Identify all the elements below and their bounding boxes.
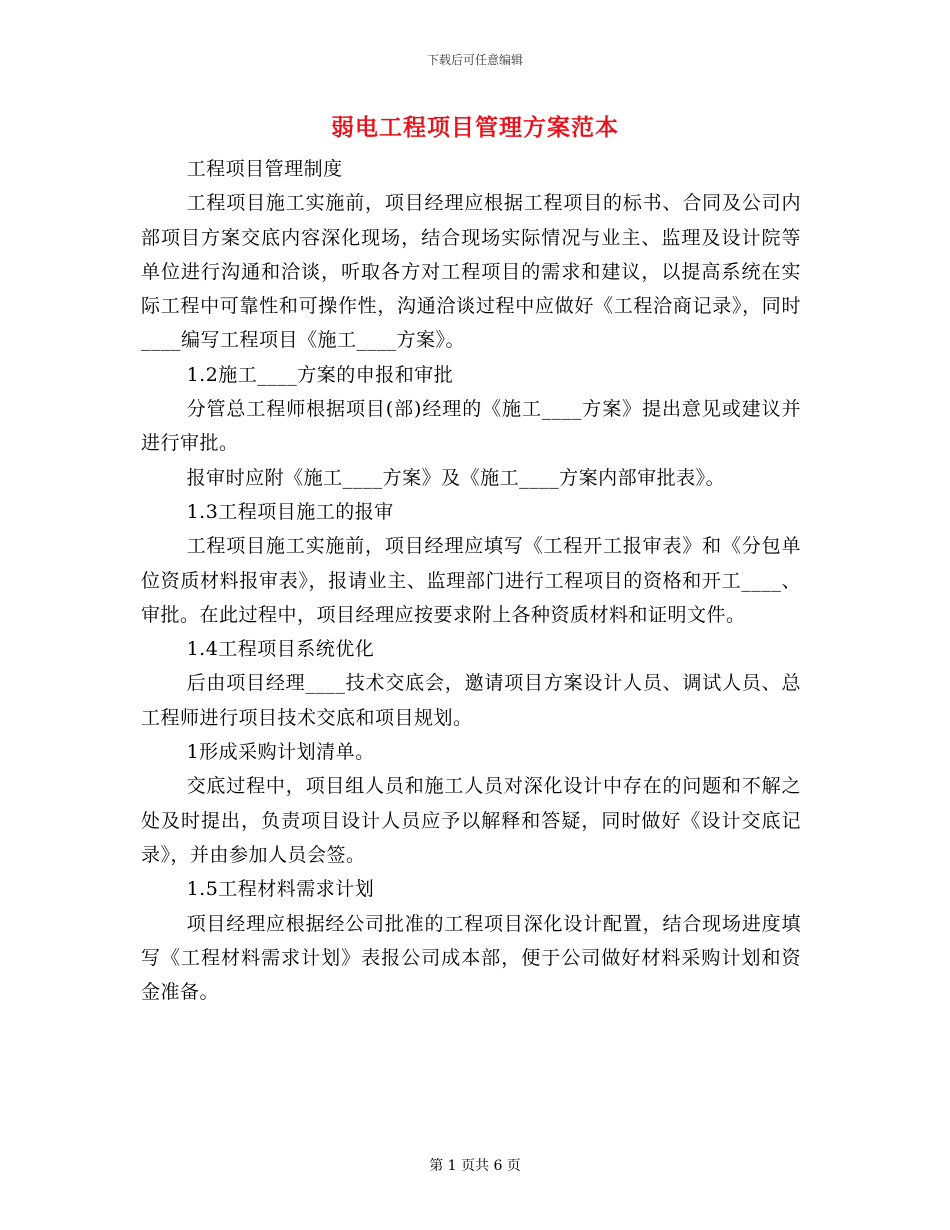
paragraph: 后由项目经理____技术交底会，邀请项目方案设计人员、调试人员、总工程师进行项目技术交底和项目规划。 — [141, 672, 801, 729]
section-heading: 1.2施工____方案的申报和审批 — [186, 363, 454, 386]
paragraph: 分管总工程师根据项目(部)经理的《施工____方案》提出意见或建议并进行审批。 — [141, 398, 801, 455]
section-heading: 1.5工程材料需求计划 — [186, 878, 375, 901]
paragraph: 工程项目施工实施前，项目经理应填写《工程开工报审表》和《分包单位资质材料报审表》，报请业主、监理部门进行工程项目的资格和开工____、审批。在此过程中，项目经理应按要求附上各种资质材料和证明文件。 — [141, 535, 801, 626]
document-title: 弱电工程项目管理方案范本 — [331, 115, 619, 141]
page-number: 第 1 页共 6 页 — [429, 1158, 521, 1174]
section-heading: 1.3工程项目施工的报审 — [186, 500, 394, 523]
paragraph: 工程项目施工实施前，项目经理应根据工程项目的标书、合同及公司内部项目方案交底内容深化现场，结合现场实际情况与业主、监理及设计院等单位进行沟通和洽谈，听取各方对工程项目的需求和建议，以提高系统在实际工程中可靠性和可操作性，沟通洽谈过程中应做好《工程洽商记录》，同时____编写工程项目《施工____方案》。 — [141, 192, 801, 352]
section-heading: 工程项目管理制度 — [186, 158, 343, 180]
paragraph: 项目经理应根据经公司批准的工程项目深化设计配置，结合现场进度填写《工程材料需求计划》表报公司成本部，便于公司做好材料采购计划和资金准备。 — [141, 912, 801, 1004]
paragraph: 报审时应附《施工____方案》及《施工____方案内部审批表》。 — [186, 466, 726, 489]
paragraph: 1形成采购计划清单。 — [186, 741, 375, 764]
page-header-note: 下载后可任意编辑 — [426, 53, 523, 67]
document-body — [141, 152, 801, 1009]
section-heading: 1.4工程项目系统优化 — [186, 638, 375, 661]
paragraph: 交底过程中，项目组人员和施工人员对深化设计中存在的问题和不解之处及时提出，负责项目设计人员应予以解释和答疑，同时做好《设计交底记录》，并由参加人员会签。 — [141, 775, 801, 866]
